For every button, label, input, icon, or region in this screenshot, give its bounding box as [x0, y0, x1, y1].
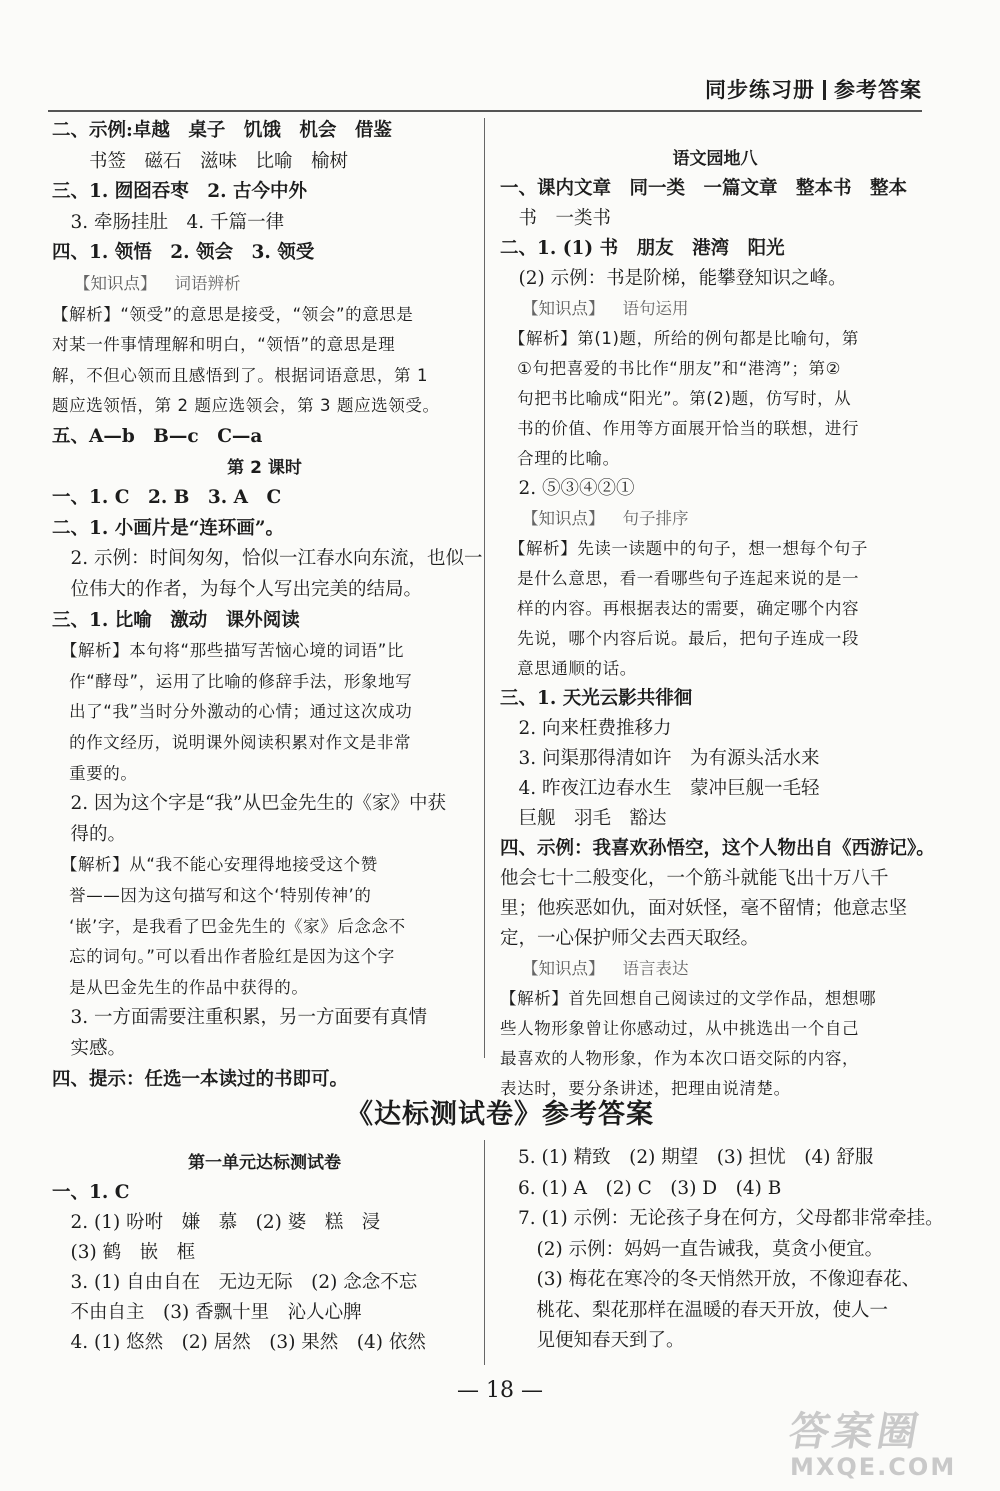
answer-line: 2. 示例：时间匆匆，恰似一江春水向东流，也似一: [52, 548, 483, 570]
answer-line: 定，一心保护师父去西天取经。: [500, 928, 760, 949]
answer-line: 三、1. 囫囵吞枣 2. 古今中外: [52, 181, 308, 203]
answer-line: 书签 磁石 滋味 比喻 榆树: [52, 150, 349, 172]
answer-line: 【解析】本句将“那些描写苦恼心境的词语”比: [52, 641, 405, 661]
answer-line: 作“酵母”，运用了比喻的修辞手法，形象地写: [52, 671, 413, 691]
header-subtitle: 参考答案: [834, 78, 922, 102]
answer-line: 二、1. 小画片是“连环画”。: [52, 517, 285, 539]
knowledge-point: [500, 954, 689, 984]
answer-line: 位伟大的作者，为每个人写出完美的结局。: [52, 579, 423, 600]
answer-line: 四、提示：任选一本读过的书即可。: [52, 1068, 349, 1090]
answer-line: 的作文经历，说明课外阅读积累对作文是非常: [52, 733, 412, 752]
answer-line: 【解析】先读一读题中的句子，想一想每个句子: [500, 539, 868, 558]
answer-line: 三、1. 比喻 激动 课外阅读: [52, 609, 300, 631]
answer-line: 表达时，要分条讲述，把理由说清楚。: [500, 1079, 791, 1098]
answer-line: 巨舰 羽毛 豁达: [500, 808, 667, 829]
answer-line: 书的价值、作用等方面展开恰当的联想，进行: [500, 419, 860, 438]
answer-line: 4. (1) 悠然 (2) 居然 (3) 果然 (4) 依然: [52, 1332, 426, 1353]
answer-line: 是从巴金先生的作品中获得的。: [52, 977, 309, 997]
answer-line: 【解析】首先回想自己阅读过的文学作品，想想哪: [500, 989, 877, 1008]
answer-line: 3. (1) 自由自在 无边无际 (2) 念念不忘: [52, 1272, 418, 1293]
column-divider: [484, 118, 485, 1058]
answer-line: 出了“我”当时分外激动的心情；通过这次成功: [52, 702, 413, 722]
answer-line: 合理的比喻。: [500, 449, 620, 468]
answer-line: 先说，哪个内容后说。最后，把句子连成一段: [500, 629, 860, 648]
answer-line: (3) 梅花在寒冷的冬天悄然开放，不像迎春花、: [518, 1269, 921, 1290]
answer-line: 3. 问渠那得清如许 为有源头活水来: [500, 748, 820, 769]
answer-line: 五、A—b B—c C—a: [52, 426, 263, 447]
answer-line: 【解析】第(1)题，所给的例句都是比喻句，第: [500, 329, 859, 348]
knowledge-point-text: 词语辨析: [174, 274, 241, 293]
watermark-logo: [785, 1400, 980, 1488]
knowledge-point-tag: 【知识点】 语言表达: [522, 959, 689, 978]
header-separator: [823, 80, 826, 100]
section-heading: 语文园地八: [672, 149, 758, 169]
answer-line: 是什么意思，看一看哪些句子连起来说的是一: [500, 569, 860, 588]
book-title: 同步练习册: [705, 78, 815, 102]
answer-line: 最喜欢的人物形象，作为本次口语交际的内容，: [500, 1049, 860, 1068]
answer-line: 得的。: [52, 823, 127, 845]
knowledge-point-label: 知识点: [90, 274, 140, 293]
answer-line: 2. 因为这个字是“我”从巴金先生的《家》中获: [52, 793, 446, 815]
answer-line: 5. (1) 精致 (2) 期望 (3) 担忧 (4) 舒服: [518, 1147, 874, 1168]
answer-line: 他会七十二般变化，一个筋斗就能飞出十万八千: [500, 868, 889, 889]
knowledge-point-label: 知识点: [538, 959, 588, 978]
knowledge-point-text: 语言表达: [622, 959, 689, 978]
answer-line: 意思通顺的话。: [500, 659, 637, 678]
page-header: [705, 74, 922, 104]
answer-line: 题应选领悟，第 2 题应选领会，第 3 题应选领受。: [52, 396, 440, 416]
answer-line: 见便知春天到了。: [518, 1330, 685, 1351]
answer-line: ①句把喜爱的书比作“朋友”和“港湾”；第②: [500, 359, 841, 378]
knowledge-point-label: 知识点: [538, 509, 588, 528]
answer-line: 2. ⑤③④②①: [500, 478, 635, 499]
answer-line: 对某一件事情理解和明白，“领悟”的意思是理: [52, 335, 396, 355]
knowledge-point-text: 句子排序: [622, 509, 689, 528]
page-number: — 18 —: [457, 1378, 543, 1403]
answer-line: 3. 牵肠挂肚 4. 千篇一律: [52, 211, 285, 233]
answer-line: 书 一类书: [500, 208, 612, 229]
knowledge-point: [500, 294, 689, 324]
answer-line: 句把书比喻成“阳光”。第(2)题，仿写时，从: [500, 389, 852, 408]
answer-line: 四、示例：我喜欢孙悟空，这个人物出自《西游记》。: [500, 838, 935, 859]
answer-line: 【解析】“领受”的意思是接受，“领会”的意思是: [52, 304, 414, 324]
test-answers-title: 《达标测试卷》参考答案: [346, 1099, 654, 1130]
answer-line: 不由自主 (3) 香飘十里 沁人心脾: [52, 1302, 362, 1323]
answer-line: 里；他疾恶如仇，面对妖怪，毫不留情；他意志坚: [500, 898, 908, 919]
knowledge-point-text: 语句运用: [622, 299, 689, 318]
section-heading: 第 2 课时: [227, 457, 302, 478]
answer-line: 解，不但心领而且感悟到了。根据词语意思，第 1: [52, 365, 429, 385]
answer-line: 一、1. C 2. B 3. A C: [52, 487, 282, 509]
watermark-main: 答案圈: [785, 1409, 926, 1455]
test-column-divider: [484, 1140, 485, 1365]
answer-line: 三、1. 天光云影共徘徊: [500, 688, 693, 709]
answer-line: 7. (1) 示例：无论孩子身在何方，父母都非常牵挂。: [518, 1208, 944, 1229]
answer-line: 誉——因为这句描写和这个‘特别传神’的: [52, 886, 372, 905]
answer-line: (3) 鹤 嵌 框: [52, 1242, 196, 1263]
answer-line: 4. 昨夜江边春水生 蒙冲巨舰一毛轻: [500, 778, 820, 799]
answer-line: 些人物形象曾让你感动过，从中挑选出一个自己: [500, 1019, 860, 1038]
knowledge-point-tag: 【知识点】 句子排序: [522, 509, 689, 528]
answer-line: (2) 示例：妈妈一直告诫我，莫贪小便宜。: [518, 1238, 884, 1260]
answer-line: 桃花、梨花那样在温暖的春天开放，使人一: [518, 1299, 889, 1321]
knowledge-point-tag: 【知识点】 词语辨析: [74, 274, 241, 293]
answer-line: 3. 一方面需要注重积累，另一方面要有真情: [52, 1007, 428, 1029]
answer-line: 二、1. (1) 书 朋友 港湾 阳光: [500, 238, 785, 259]
knowledge-point: [500, 504, 689, 534]
knowledge-point: [52, 269, 241, 299]
answer-line: 【解析】从“我不能心安理得地接受这个赞: [52, 855, 378, 875]
answer-line: 二、示例:卓越 桌子 饥饿 机会 借鉴: [52, 120, 392, 141]
answer-line: 实感。: [52, 1038, 127, 1059]
header-rule: [48, 110, 922, 112]
answer-line: 2. (1) 吩咐 嫌 慕 (2) 婆 糕 浸: [52, 1212, 381, 1233]
answer-line: 重要的。: [52, 763, 138, 783]
answer-line: 2. 向来枉费推移力: [500, 718, 672, 739]
answer-line: 忘的词句。”可以看出作者脸红是因为这个字: [52, 947, 395, 967]
knowledge-point-label: 知识点: [538, 299, 588, 318]
answer-line: 6. (1) A (2) C (3) D (4) B: [518, 1177, 782, 1199]
watermark-site: MXQE.COM: [790, 1453, 957, 1481]
answer-line: 一、1. C: [52, 1182, 130, 1203]
answer-line: (2) 示例：书是阶梯，能攀登知识之峰。: [500, 268, 847, 289]
answer-line: 一、课内文章 同一类 一篇文章 整本书 整本: [500, 178, 908, 199]
answer-line: 样的内容。再根据表达的需要，确定哪个内容: [500, 599, 860, 618]
section-heading: 第一单元达标测试卷: [188, 1153, 341, 1173]
knowledge-point-tag: 【知识点】 语句运用: [522, 299, 689, 318]
answer-line: 四、1. 领悟 2. 领会 3. 领受: [52, 242, 315, 264]
answer-line: ‘嵌’字，是我看了巴金先生的《家》后念念不: [52, 916, 406, 936]
